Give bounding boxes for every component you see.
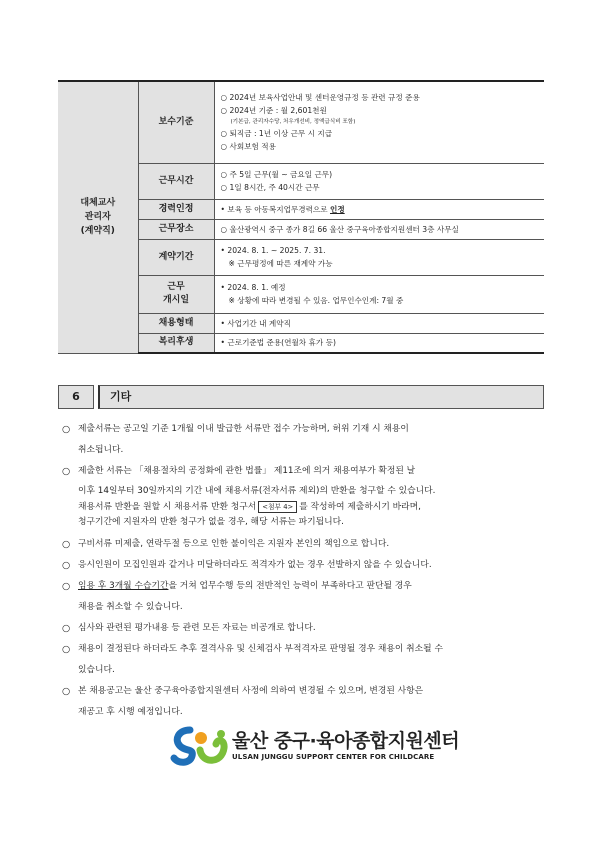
list-item: ○ 응시인원이 모집인원과 같거나 미달하더라도 적격자가 없는 경우 선발하지 않을 수 있습니다. — [62, 555, 548, 576]
value-period: • 2024. 8. 1. ~ 2025. 7. 31. ※ 근무평정에 따른 재계약 가능 — [214, 239, 544, 275]
circle-bullet-icon: ○ — [62, 644, 71, 655]
value-pay: ○ 2024년 보육사업안내 및 센터운영규정 등 관련 규정 준용 ○ 2024년 기준 : 월 2,601천원 (기본급, 관리자수당, 처우개선비, 정액급식비 포함) ○ 퇴직금 : 1년 이상 근무 시 지급 ○ 사회보험 적용 — [214, 81, 544, 163]
list-item: ○ 임용 후 3개월 수습기간을 거쳐 업무수행 등의 전반적인 능력이 부족하다고 판단될 경우 채용을 취소할 수 있습니다. — [62, 576, 548, 618]
list-item: ○ 제출서류는 공고일 기준 1개월 이내 발급한 서류만 접수 가능하며, 허위 기재 시 채용이 취소됩니다. — [62, 419, 548, 461]
section-title: 기타 — [98, 385, 544, 409]
label-period: 계약기간 — [138, 239, 214, 275]
circle-bullet-icon: ○ — [62, 581, 71, 592]
section-number: 6 — [58, 385, 94, 409]
label-career: 경력인정 — [138, 199, 214, 219]
circle-bullet-icon: ○ — [62, 560, 71, 571]
label-welfare: 복리후생 — [138, 333, 214, 353]
list-item: ○ 심사와 관련된 평가내용 등 관련 모든 자료는 비공개로 합니다. — [62, 618, 548, 639]
label-type: 채용형태 — [138, 313, 214, 333]
value-career: • 보육 등 아동복지업무경력으로 인정 — [214, 199, 544, 219]
value-place: ○ 울산광역시 중구 종가 8길 66 울산 중구육아종합지원센터 3층 사무실 — [214, 219, 544, 239]
circle-bullet-icon: ○ — [62, 424, 71, 435]
circle-bullet-icon: ○ — [62, 466, 71, 477]
value-hours: ○ 주 5일 근무(월 ~ 금요일 근무) ○ 1일 8시간, 주 40시간 근무 — [214, 163, 544, 199]
employment-terms-table — [58, 80, 544, 354]
logo-title: 울산 중구·육아종합지원센터 — [232, 730, 460, 752]
logo-subtitle: ULSAN JUNGGU SUPPORT CENTER FOR CHILDCARE — [232, 753, 435, 761]
notes-list — [62, 419, 548, 723]
role-cell: 대체교사 관리자 (계약직) — [58, 81, 138, 353]
circle-bullet-icon: ○ — [62, 623, 71, 634]
list-item: ○ 본 채용공고는 울산 중구육아종합지원센터 사정에 의하여 변경될 수 있으며, 변경된 사항은 재공고 후 시행 예정입니다. — [62, 681, 548, 723]
list-item: ○ 채용이 결정된다 하더라도 추후 결격사유 및 신체검사 부적격자로 판명될 경우 채용이 취소될 수 있습니다. — [62, 639, 548, 681]
label-pay: 보수기준 — [138, 81, 214, 163]
center-logo-icon — [170, 726, 230, 770]
circle-bullet-icon: ○ — [62, 539, 71, 550]
value-start: • 2024. 8. 1. 예정 ※ 상황에 따라 변경될 수 있음. 업무인수인계: 7월 중 — [214, 275, 544, 313]
attachment-tag: <첨부 4> — [258, 501, 297, 513]
label-start: 근무 개시일 — [138, 275, 214, 313]
value-welfare: • 근로기준법 준용(연월차 휴가 등) — [214, 333, 544, 353]
center-logo — [170, 726, 460, 770]
label-hours: 근무시간 — [138, 163, 214, 199]
circle-bullet-icon: ○ — [62, 686, 71, 697]
label-place: 근무장소 — [138, 219, 214, 239]
row-pay — [58, 81, 544, 163]
list-item: ○ 제출한 서류는 「채용절차의 공정화에 관한 법률」 제11조에 의거 채용여부가 확정된 날 이후 14일부터 30일까지의 기간 내에 채용서류(전자서류 제외)의 반환을 청구할 수 있습니다. 채용서류 반환을 원할 시 채용서류 반환 청구서 <첨부 4> 를 작성하여 제출하시기 바라며, 청구기간에 지원자의 반환 청구가 없을 경우, 해당 서류는 파기됩니다. — [62, 461, 548, 534]
list-item: ○ 구비서류 미제출, 연락두절 등으로 인한 불이익은 지원자 본인의 책임으로 합니다. — [62, 534, 548, 555]
value-type: • 사업기간 내 계약직 — [214, 313, 544, 333]
